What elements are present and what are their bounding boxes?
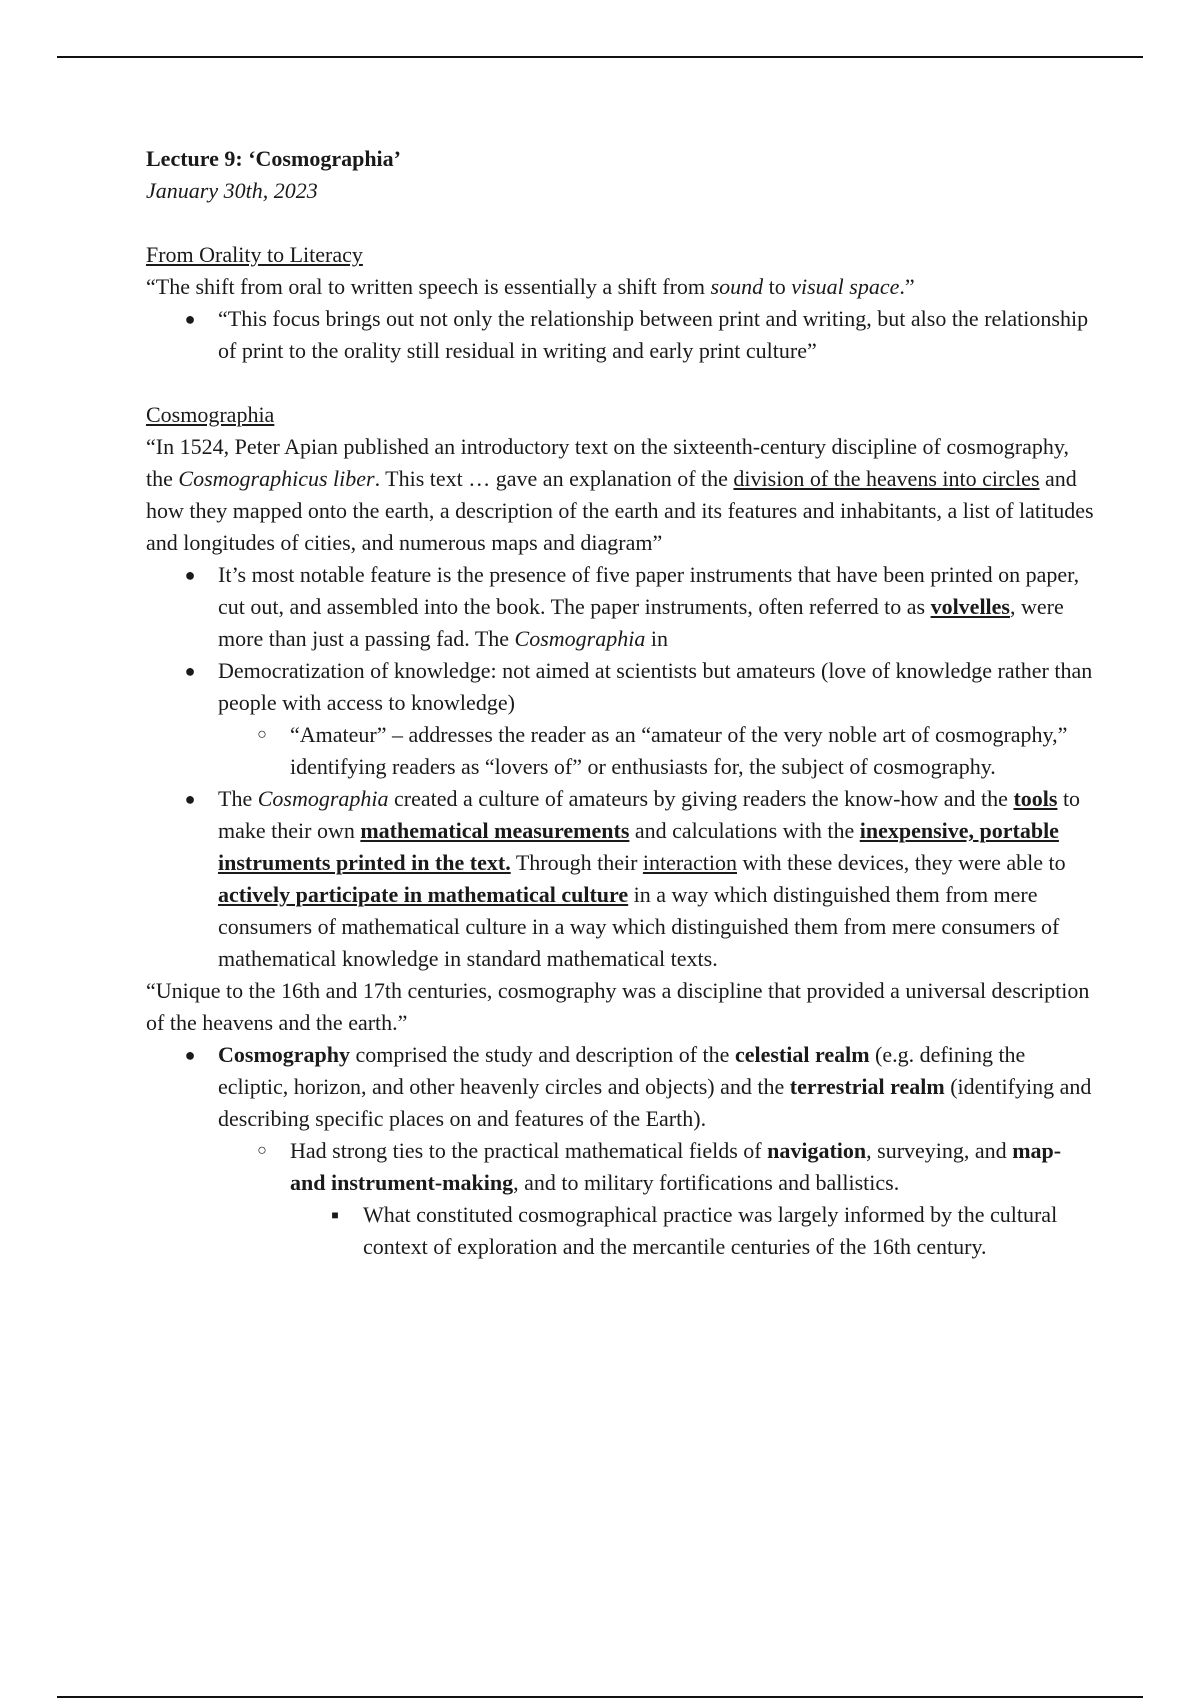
spacer [146,367,1096,399]
lecture-date: January 30th, 2023 [146,178,318,203]
bullet-disc-icon: ● [184,565,196,585]
bullet-circle-icon: ○ [257,726,267,743]
section-orality [146,239,1096,367]
bottom-rule [57,1696,1143,1698]
section-heading-cosmographia: Cosmographia [146,402,275,427]
section-cosmographia [146,399,1096,1263]
bullet-square-icon: ■ [331,1208,339,1222]
top-rule [57,56,1143,58]
bullet-disc-icon: ● [184,661,196,681]
list-item: ● It’s most notable feature is the presence of five paper instruments that have been printed on paper, cut out, and assembled into the book. The paper instruments, often referred to as volvelles, were more than just a passing fad. The Cosmographia in [146,559,1096,655]
orality-quote: “The shift from oral to written speech is essentially a shift from sound to visual space.” [146,274,915,299]
document-body [146,143,1096,1263]
list-item: ● Democratization of knowledge: not aimed at scientists but amateurs (love of knowledge rather than people with access to knowledge) [146,655,1096,719]
list-item: ● “This focus brings out not only the relationship between print and writing, but also the relationship of print to the orality still residual in writing and early print culture” [146,303,1096,367]
list-item: ● Cosmography comprised the study and description of the celestial realm (e.g. defining the ecliptic, horizon, and other heavenly circles and objects) and the terrestrial realm (identifying and describing specific places on and features of the Earth). [146,1039,1096,1135]
lecture-title: Lecture 9: ‘Cosmographia’ [146,146,401,171]
bullet-disc-icon: ● [184,1045,196,1065]
cosmography-quote: “Unique to the 16th and 17th centuries, cosmography was a discipline that provided a universal description of the heavens and the earth.” [146,978,1090,1035]
apian-quote: “In 1524, Peter Apian published an introductory text on the sixteenth-century discipline of cosmography, the Cosmographicus liber. This text … gave an explanation of the division of the heavens into circles and how they mapped onto the earth, a description of the earth and its features and inhabitants, a list of latitudes and longitudes of cities, and numerous maps and diagram” [146,434,1094,555]
section-heading-orality: From Orality to Literacy [146,242,363,267]
list-item: ■ What constituted cosmographical practice was largely informed by the cultural context of exploration and the mercantile centuries of the 16th century. [146,1199,1096,1263]
bullet-disc-icon: ● [184,309,196,329]
list-item: ○ Had strong ties to the practical mathematical fields of navigation, surveying, and map-and instrument-making, and to military fortifications and ballistics. [146,1135,1096,1199]
bullet-disc-icon: ● [184,789,196,809]
spacer [146,207,1096,239]
bullet-circle-icon: ○ [257,1142,267,1159]
list-item: ● The Cosmographia created a culture of amateurs by giving readers the know-how and the tools to make their own mathematical measurements and calculations with the inexpensive, portable instruments printed in the text. Through their interaction with these devices, they were able to actively participate in mathematical culture in a way which distinguished them from mere consumers of mathematical culture in a way which distinguished them from mere consumers of mathematical knowledge in standard mathematical texts. [146,783,1096,975]
list-item: ○ “Amateur” – addresses the reader as an “amateur of the very noble art of cosmography,” identifying readers as “lovers of” or enthusiasts for, the subject of cosmography. [146,719,1096,783]
